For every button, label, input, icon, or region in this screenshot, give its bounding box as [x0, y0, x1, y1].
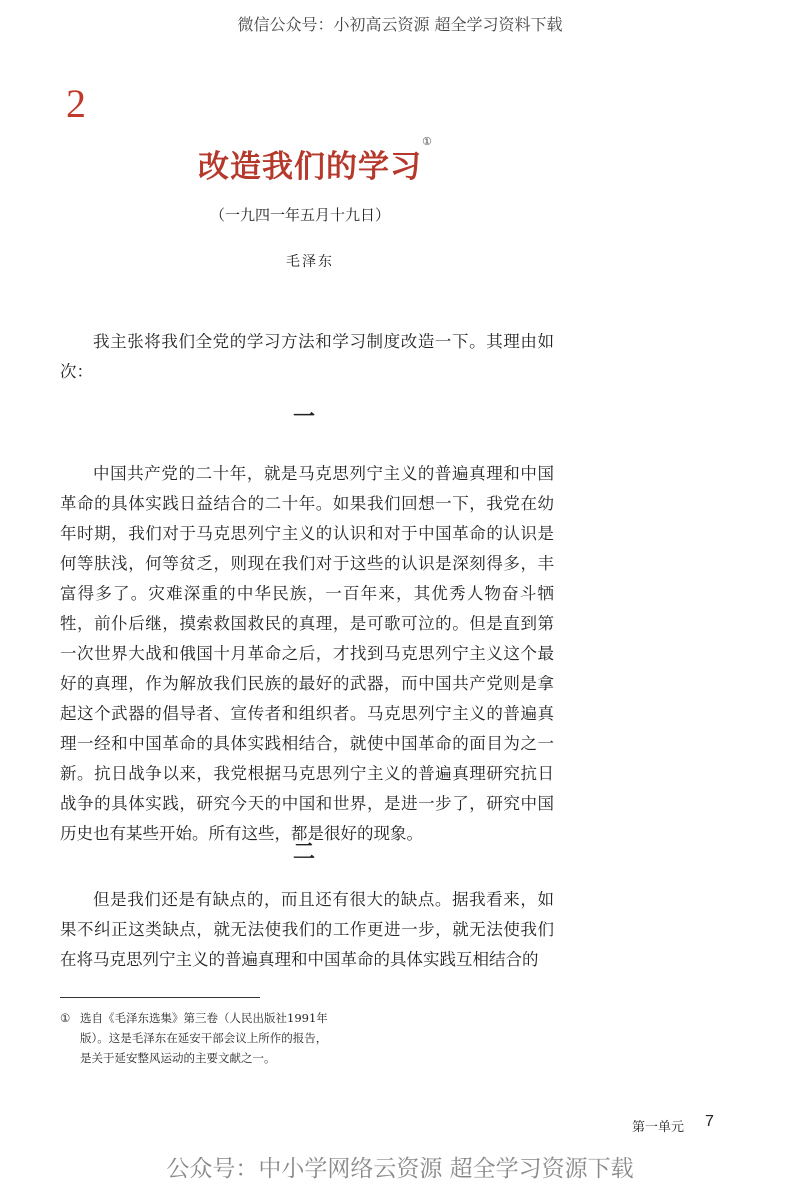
- footnote: [60, 1008, 370, 1068]
- bottom-watermark: 公众号：中小学网络云资源 超全学习资源下载: [166, 1156, 634, 1182]
- footnote-divider: [60, 997, 260, 998]
- author: 毛泽东: [286, 254, 334, 270]
- footnote-mark: ①: [60, 1011, 71, 1025]
- chapter-number: 2: [66, 81, 86, 126]
- unit-label: 第一单元: [632, 1120, 685, 1135]
- footnote-line-3: 是关于延安整风运动的主要文献之一。: [80, 1051, 276, 1065]
- top-watermark: 微信公众号：小初高云资源 超全学习资料下载: [237, 15, 563, 34]
- page-title: [198, 135, 433, 186]
- section-heading-1: 一: [292, 405, 315, 430]
- page-number: 7: [705, 1113, 714, 1130]
- section-heading-2: 二: [292, 840, 315, 865]
- intro-paragraph: 我主张将我们全党的学习方法和学习制度改造一下。其理由如次：: [60, 332, 554, 381]
- date-line: （一九四一年五月十九日）: [209, 206, 390, 224]
- title-text: 改造我们的学习: [198, 149, 422, 185]
- body-paragraph-2: 但是我们还是有缺点的，而且还有很大的缺点。据我看来，如果不纠正这类缺点，就无法使我们的工作更进一步，就无法使我们在将马克思列宁主义的普遍真理和中国革命的具体实践互相结合的: [60, 890, 554, 969]
- footnote-ref-mark: ①: [422, 135, 433, 148]
- footnote-line-2: 版）。这是毛泽东在延安干部会议上所作的报告，: [80, 1031, 328, 1045]
- footnote-line-1: 选自《毛泽东选集》第三卷（人民出版社1991年: [80, 1011, 328, 1025]
- body-paragraph-1: 中国共产党的二十年，就是马克思列宁主义的普遍真理和中国革命的具体实践日益结合的二十年。如果我们回想一下，我党在幼年时期，我们对于马克思列宁主义的认识和对于中国革命的认识是何等肤浅，何等贫乏，则现在我们对于这些的认识是深刻得多，丰富得多了。灾难深重的中华民族，一百年来，其优秀人物奋斗牺牲，前仆后继，摸索救国救民的真理，是可歌可泣的。但是直到第一次世界大战和俄国十月革命之后，才找到马克思列宁主义这个最好的真理，作为解放我们民族的最好的武器，而中国共产党则是拿起这个武器的倡导者、宣传者和组织者。马克思列宁主义的普遍真理一经和中国革命的具体实践相结合，就使中国革命的面目为之一新。抗日战争以来，我党根据马克思列宁主义的普遍真理研究抗日战争的具体实践，研究今天的中国和世界，是进一步了，研究中国历史也有某些开始。所有这些，都是很好的现象。: [60, 464, 554, 843]
